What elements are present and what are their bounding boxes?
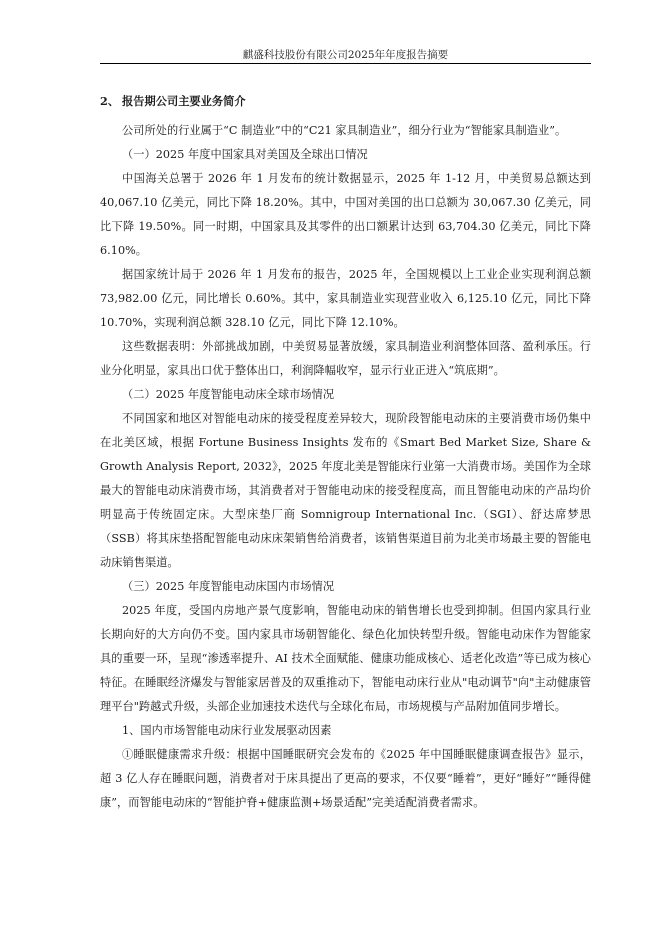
report-body: [100, 89, 591, 815]
section-number: 2、: [100, 94, 120, 108]
paragraph-global-market: 不同国家和地区对智能电动床的接受程度差异较大，现阶段智能电动床的主要消费市场仍集中在北美区域，根据 Fortune Business Insights 发布的《Smart Bed Market Size, Share & Growth Analysis Report, 2032》，2025 年度北美是智能床行业第一大消费市场。美国作为全球最大的智能电动床消费市场，其消费者对于智能电动床的接受程度高，而且智能电动床的产品均价明显高于传统固定床。大型床垫厂商 Somnigroup International Inc.（SGI）、舒达席梦思（SSB）将其床垫搭配智能电动床床架销售给消费者，该销售渠道目前为北美市场最主要的智能电动床销售渠道。: [100, 412, 591, 569]
section-heading: [100, 89, 591, 113]
paragraph-sleep-health: ①睡眠健康需求升级：根据中国睡眠研究会发布的《2025 年中国睡眠健康调查报告》显示，超 3 亿人存在睡眠问题，消费者对于床具提出了更高的要求，不仅要“睡着”，更好“睡好”“睡得健康”，而智能电动床的“智能护脊+健康监测+场景适配”完美适配消费者需求。: [100, 748, 591, 809]
paragraph-statistics-data: 据国家统计局于 2026 年 1 月发布的报告，2025 年，全国规模以上工业企业实现利润总额 73,982.00 亿元，同比增长 0.60%。其中，家具制造业实现营业收入 6,125.10 亿元，同比下降 10.70%，实现利润总额 328.10 亿元，同比下降 12.10%。: [100, 268, 591, 329]
paragraph-domestic-market: 2025 年度，受国内房地产景气度影响，智能电动床的销售增长也受到抑制。但国内家具行业长期向好的大方向仍不变。国内家具市场朝智能化、绿色化加快转型升级。智能电动床作为智能家具的重要一环，呈现“渗透率提升、AI 技术全面赋能、健康功能成核心、适老化改造”等已成为核心特征。在睡眠经济爆发与智能家居普及的双重推动下，智能电动床行业从"电动调节"向"主动健康管理平台"跨越式升级，头部企业加速技术迭代与全球化布局，市场规模与产品附加值同步增长。: [100, 604, 591, 713]
section-title: 报告期公司主要业务简介: [122, 94, 246, 108]
subheading-export: （一）2025 年度中国家具对美国及全球出口情况: [122, 148, 368, 161]
header-divider: [100, 63, 591, 64]
page-header: 麒盛科技股份有限公司2025年年度报告摘要: [242, 49, 449, 61]
paragraph-industry: 公司所处的行业属于“C 制造业”中的“C21 家具制造业”，细分行业为“智能家具制造业”。: [122, 124, 567, 137]
subheading-drivers: 1、国内市场智能电动床行业发展驱动因素: [122, 724, 332, 737]
subheading-global-market: （二）2025 年度智能电动床全球市场情况: [122, 388, 335, 401]
subheading-domestic-market: （三）2025 年度智能电动床国内市场情况: [122, 580, 335, 593]
paragraph-customs-data: 中国海关总署于 2026 年 1 月发布的统计数据显示，2025 年 1-12 月，中美贸易总额达到 40,067.10 亿美元，同比下降 18.20%。其中，中国对美国的出口总额为 30,067.30 亿美元，同比下降 19.50%。同一时期，中国家具及其零件的出口额累计达到 63,704.30 亿美元，同比下降 6.10%。: [100, 172, 591, 257]
paragraph-conclusion: 这些数据表明：外部挑战加剧，中美贸易显著放缓，家具制造业利润整体回落、盈利承压。行业分化明显，家具出口优于整体出口，利润降幅收窄，显示行业正进入“筑底期”。: [100, 340, 591, 377]
